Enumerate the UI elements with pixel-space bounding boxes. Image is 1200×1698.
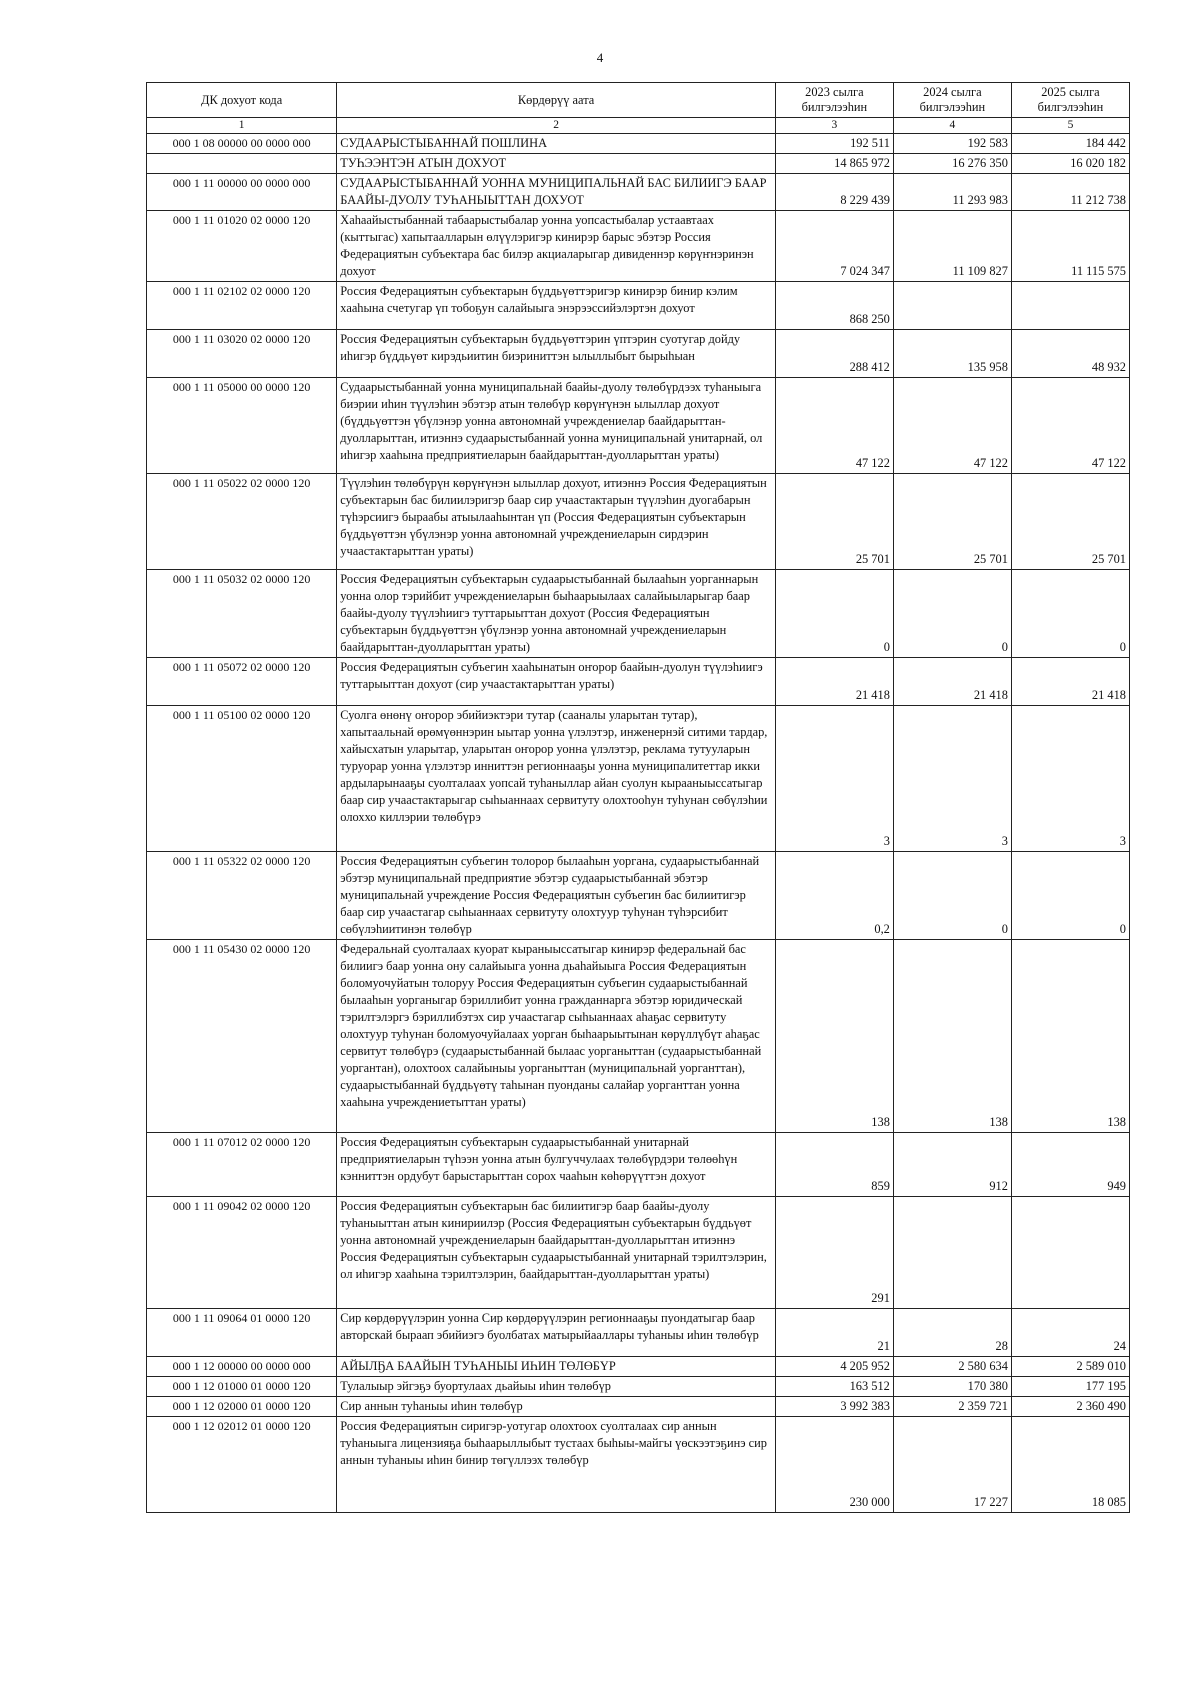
row-name: ТУҺЭЭНТЭН АТЫН ДОХУОТ: [337, 154, 776, 174]
row-value-2025: 138: [1011, 940, 1129, 1133]
table-header-row: [147, 83, 1130, 118]
row-code: 000 1 11 05000 00 0000 120: [147, 378, 337, 474]
row-value-2023: 163 512: [775, 1377, 893, 1397]
row-value-2023: 21 418: [775, 658, 893, 706]
row-name: Суолга өнөнү оҥорор эбийиэктэри тутар (сааналы уларытан тутар), хапытаальнай өрөмүөннэрин ыытар уонна үлэлэтэр, инженернэй ситими тардар, хайысхатын уларытар, уларытан оҥорор уонна үлэлэтэр, реклама тутууларын туруорар уонна үлэлэтэр инниттэн регионнааҕы уонна муниципалитеттар икки ардыларынааҕы суолталаах уопсай туһаныллар айан суолун кырааныыссатыгар баар сир учаастактарыгар сыһыаннаах сервитуту олохтооһун туһунан сөбүлэһии олоххо киллэрии төлөбүрэ: [337, 706, 776, 852]
row-code: 000 1 11 01020 02 0000 120: [147, 211, 337, 282]
row-value-2023: 3 992 383: [775, 1397, 893, 1417]
row-name: Федеральнай суолталаах куорат кыраныыссатыгар кинирэр федеральнай бас билиигэ баар уонна ону салайыыга уонна дьаһайыыга Россия Федерациятын боломуочуйатын толоруу Россия Федерациятын субъегин судаарыстыбаннай былааһын уорганыгар бэриллибит уонна гражданнарга эбэтэр юридическай тэрилтэлэргэ бэриллибэтэх сир учаастагар сыһыаннаах аһаҕас сервитуту олохтуур туһунан боломуочуйалаах уорган быһаарыытынан көрүллүбүт аһаҕас сервитут төлөбүрэ (судаарыстыбаннай былаас уорганыттан (судаарыстыбаннай уоргантан), олохтоох салайыныы уорганыттан (муниципальнай уорганттан), судаарыстыбаннай бүддьүөтү таһынан пуонданы салайар уорганттан уонна хааһына учреждениетыттан ураты): [337, 940, 776, 1133]
row-value-2024: 912: [893, 1133, 1011, 1197]
row-value-2024: [893, 282, 1011, 330]
row-code: 000 1 11 05430 02 0000 120: [147, 940, 337, 1133]
table-row: [147, 154, 1130, 174]
row-code: 000 1 11 02102 02 0000 120: [147, 282, 337, 330]
header-code: ДК дохуот кода: [147, 83, 337, 118]
row-value-2023: 8 229 439: [775, 174, 893, 211]
row-value-2024: 170 380: [893, 1377, 1011, 1397]
row-value-2025: 16 020 182: [1011, 154, 1129, 174]
table-row: [147, 658, 1130, 706]
header-name: Көрдөрүү аата: [337, 83, 776, 118]
row-value-2025: 0: [1011, 570, 1129, 658]
row-name: АЙЫЛҔА БААЙЫН ТУҺАНЫЫ ИҺИН ТӨЛӨБҮР: [337, 1357, 776, 1377]
row-value-2025: 0: [1011, 852, 1129, 940]
column-number: 1: [147, 118, 337, 134]
table-row: [147, 1309, 1130, 1357]
row-value-2024: 0: [893, 570, 1011, 658]
row-name: Россия Федерациятын субъектарын бас билиитигэр баар баайы-дуолу туһаныыттан атын кинириилэр (Россия Федерациятын субъектарын бүддьүөт уонна автономнай учреждениеларын баайдарыттан-дуолларыттан итиэннэ Россия Федерациятын субъектарын судаарыстыбаннай унитарнай тэрилтэлэрин, ол иһигэр хааһына тэрилтэлэрин, баайдарыттан-дуолларыттан ураты): [337, 1197, 776, 1309]
row-code: 000 1 11 05032 02 0000 120: [147, 570, 337, 658]
row-code: 000 1 11 03020 02 0000 120: [147, 330, 337, 378]
row-value-2023: 21: [775, 1309, 893, 1357]
row-value-2023: 291: [775, 1197, 893, 1309]
table-column-numbers-row: [147, 118, 1130, 134]
row-value-2023: 14 865 972: [775, 154, 893, 174]
row-name: Россия Федерациятын субъегин хааһынатын оҥорор баайын-дуолун түүлэһиигэ туттарыыттан дохуот (сир учаастактарыттан ураты): [337, 658, 776, 706]
table-row: [147, 1417, 1130, 1513]
row-name: Россия Федерациятын субъектарын судаарыстыбаннай былааһын уорганнарын уонна олор тэрийбит учреждениеларын быһаарыылаах салайыыларыгар баар баайы-дуолу түүлэһиигэ туттарыыттан дохуот (Россия Федерациятын субъектарын бүддьүөттэн үбүлэнэр уонна автономнай учреждениеларын баайдарыттан-дуолларыттан ураты): [337, 570, 776, 658]
row-code: 000 1 11 09064 01 0000 120: [147, 1309, 337, 1357]
row-code: 000 1 11 05072 02 0000 120: [147, 658, 337, 706]
row-name: Тулалыыр эйгэҕэ буортулаах дьайыы иһин төлөбүр: [337, 1377, 776, 1397]
row-value-2023: 25 701: [775, 474, 893, 570]
row-name: Россия Федерациятын субъектарын судаарыстыбаннай унитарнай предприятиеларын түһээн уонна атын булгуччулаах төлөбүрдэри төлөөһүн кэнниттэн ордубут барыстарыттан сорох чааһын көһөрүүттэн дохуот: [337, 1133, 776, 1197]
row-value-2024: 192 583: [893, 134, 1011, 154]
table-row: [147, 174, 1130, 211]
header-2024: 2024 сылга билгэлээһин: [893, 83, 1011, 118]
row-value-2023: 0,2: [775, 852, 893, 940]
table-row: [147, 211, 1130, 282]
row-value-2024: 138: [893, 940, 1011, 1133]
row-value-2024: 11 109 827: [893, 211, 1011, 282]
header-2023: 2023 сылга билгэлээһин: [775, 83, 893, 118]
table-row: [147, 330, 1130, 378]
row-value-2023: 47 122: [775, 378, 893, 474]
table-row: [147, 134, 1130, 154]
row-code: [147, 154, 337, 174]
column-number: 5: [1011, 118, 1129, 134]
page-number: 4: [596, 50, 604, 65]
table-row: [147, 940, 1130, 1133]
row-name: Түүлэһин төлөбүрүн көрүҥүнэн ылыллар дохуот, итиэннэ Россия Федерациятын субъектарын бас билиилэригэр баар сир учаастактарын түүлэһин дуогабарын түһэрсиигэ быраабы атыылааһынтан үп (Россия Федерациятын субъектарын бүддьүөттэн үбүлэнэр уонна автономнай учреждениеларын сирдэрин учаастактарыттан ураты): [337, 474, 776, 570]
row-code: 000 1 11 09042 02 0000 120: [147, 1197, 337, 1309]
row-value-2023: 859: [775, 1133, 893, 1197]
row-value-2025: 177 195: [1011, 1377, 1129, 1397]
row-name: Россия Федерациятын сиригэр-уотугар олохтоох суолталаах сир аннын туһаныыга лицензияҕа быһаарыллыбыт тустаах быһыы-майгы үөскээтэҕинэ сир аннын туһаныы иһин бинир төгүллээх төлөбүр: [337, 1417, 776, 1513]
row-value-2023: 4 205 952: [775, 1357, 893, 1377]
row-name: Судаарыстыбаннай уонна муниципальнай баайы-дуолу төлөбүрдээх туһаныыга биэрии иһин түүлэһин эбэтэр атын төлөбүр көрүҥүнэн ылыллар дохуот (бүддьүөттэн үбүлэнэр уонна автономнай учреждениелар баайдарыттан-дуолларыттан, итиэннэ судаарыстыбаннай уонна муниципальнай унитарнай, ол иһигэр хааһына предприятиеларын баайдарыттан-дуолларыттан ураты): [337, 378, 776, 474]
row-code: 000 1 12 02000 01 0000 120: [147, 1397, 337, 1417]
row-value-2025: 24: [1011, 1309, 1129, 1357]
column-number: 2: [337, 118, 776, 134]
table-row: [147, 1397, 1130, 1417]
row-value-2025: [1011, 1197, 1129, 1309]
row-value-2025: 2 360 490: [1011, 1397, 1129, 1417]
row-name: Хаһаайыстыбаннай табаарыстыбалар уонна уопсастыбалар устаавтаах (кыттыгас) хапытаалларын өлүүлэригэр кинирэр барыс эбэтэр Россия Федерациятын субъектара бас билэр акциаларыгар дивиденнэр көрүҥнэринэн дохуот: [337, 211, 776, 282]
row-code: 000 1 11 05022 02 0000 120: [147, 474, 337, 570]
table-row: [147, 474, 1130, 570]
table-row: [147, 852, 1130, 940]
table-row: [147, 1377, 1130, 1397]
row-name: СУДААРЫСТЫБАННАЙ УОННА МУНИЦИПАЛЬНАЙ БАС БИЛИИГЭ БААР БААЙЫ-ДУОЛУ ТУҺАНЫЫТТАН ДОХУОТ: [337, 174, 776, 211]
row-value-2025: 47 122: [1011, 378, 1129, 474]
row-value-2024: 2 359 721: [893, 1397, 1011, 1417]
row-value-2023: 192 511: [775, 134, 893, 154]
row-code: 000 1 12 01000 01 0000 120: [147, 1377, 337, 1397]
header-2025: 2025 сылга билгэлээһин: [1011, 83, 1129, 118]
row-value-2023: 0: [775, 570, 893, 658]
row-name: Россия Федерациятын субъектарын бүддьүөттэрин үптэрин суотугар дойду иһигэр бүддьүөт кирэдьиитин биэриниттэн ылыллыбыт бырыһыан: [337, 330, 776, 378]
table-row: [147, 1357, 1130, 1377]
row-value-2025: 3: [1011, 706, 1129, 852]
table-row: [147, 378, 1130, 474]
row-value-2024: 3: [893, 706, 1011, 852]
row-value-2024: 47 122: [893, 378, 1011, 474]
row-value-2025: 11 212 738: [1011, 174, 1129, 211]
row-value-2023: 3: [775, 706, 893, 852]
row-value-2024: 28: [893, 1309, 1011, 1357]
table-row: [147, 1197, 1130, 1309]
table-row: [147, 570, 1130, 658]
table-row: [147, 706, 1130, 852]
row-value-2024: 17 227: [893, 1417, 1011, 1513]
row-value-2025: 949: [1011, 1133, 1129, 1197]
row-code: 000 1 11 00000 00 0000 000: [147, 174, 337, 211]
row-code: 000 1 11 05100 02 0000 120: [147, 706, 337, 852]
row-value-2025: 25 701: [1011, 474, 1129, 570]
table-body: [147, 134, 1130, 1513]
row-name: Россия Федерациятын субъектарын бүддьүөттэригэр кинирэр бинир кэлим хааһына счетугар үп тобоҕун салайыыга энэрээссийэлэртэн дохуот: [337, 282, 776, 330]
row-value-2025: 2 589 010: [1011, 1357, 1129, 1377]
row-value-2024: 16 276 350: [893, 154, 1011, 174]
row-value-2023: 138: [775, 940, 893, 1133]
row-value-2025: 18 085: [1011, 1417, 1129, 1513]
row-code: 000 1 08 00000 00 0000 000: [147, 134, 337, 154]
row-name: Сир көрдөрүүлэрин уонна Сир көрдөрүүлэрин регионнааҕы пуондатыгар баар авторскай быраап эбийиэгэ буолбатах матырыйааллары туһаныы иһин төлөбүр: [337, 1309, 776, 1357]
row-code: 000 1 11 05322 02 0000 120: [147, 852, 337, 940]
row-code: 000 1 11 07012 02 0000 120: [147, 1133, 337, 1197]
row-value-2024: 2 580 634: [893, 1357, 1011, 1377]
table-row: [147, 282, 1130, 330]
row-value-2024: 135 958: [893, 330, 1011, 378]
row-value-2024: [893, 1197, 1011, 1309]
row-value-2023: 7 024 347: [775, 211, 893, 282]
row-value-2024: 11 293 983: [893, 174, 1011, 211]
revenue-table: [146, 82, 1130, 1513]
row-value-2025: 11 115 575: [1011, 211, 1129, 282]
row-value-2023: 288 412: [775, 330, 893, 378]
row-name: СУДААРЫСТЫБАННАЙ ПОШЛИНА: [337, 134, 776, 154]
column-number: 3: [775, 118, 893, 134]
row-code: 000 1 12 02012 01 0000 120: [147, 1417, 337, 1513]
row-value-2025: 184 442: [1011, 134, 1129, 154]
row-name: Сир аннын туһаныы иһин төлөбүр: [337, 1397, 776, 1417]
column-number: 4: [893, 118, 1011, 134]
row-value-2024: 25 701: [893, 474, 1011, 570]
row-value-2023: 868 250: [775, 282, 893, 330]
row-code: 000 1 12 00000 00 0000 000: [147, 1357, 337, 1377]
row-name: Россия Федерациятын субъегин толорор былааһын уоргана, судаарыстыбаннай эбэтэр муниципальнай предприятие эбэтэр судаарыстыбаннай эбэтэр муниципальнай учреждение Россия Федерациятын субъегин бас билиитигэр баар сир учаастагар сыһыаннаах сервитуту олохтуур туһунан түһэрсибит сөбүлэһиитинэн төлөбүр: [337, 852, 776, 940]
row-value-2025: 21 418: [1011, 658, 1129, 706]
row-value-2025: [1011, 282, 1129, 330]
row-value-2023: 230 000: [775, 1417, 893, 1513]
row-value-2025: 48 932: [1011, 330, 1129, 378]
table-row: [147, 1133, 1130, 1197]
row-value-2024: 21 418: [893, 658, 1011, 706]
row-value-2024: 0: [893, 852, 1011, 940]
